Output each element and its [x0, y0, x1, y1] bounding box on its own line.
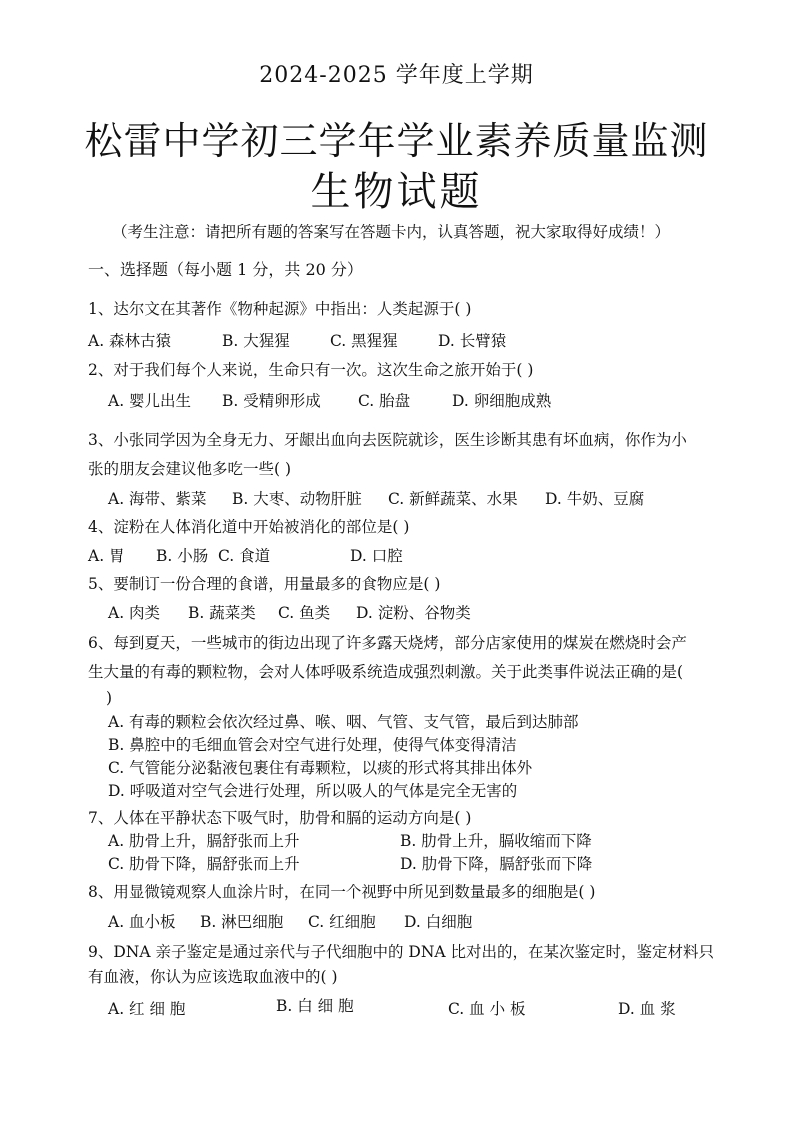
q1-option-a: A. 森林古猿	[88, 332, 172, 350]
subject-title: 生物试题	[310, 169, 483, 215]
exam-notice: （考生注意：请把所有题的答案写在答题卡内，认真答题，祝大家取得好成绩！）	[112, 223, 671, 241]
q3-option-c: C. 新鲜蔬菜、水果	[388, 490, 518, 508]
q6-option-c: C. 气管能分泌黏液包裹住有毒颗粒，以痰的形式将其排出体外	[108, 759, 533, 777]
question-7-stem: 7、人体在平静状态下吸气时，肋骨和膈的运动方向是( )	[88, 809, 472, 827]
question-5-stem: 5、要制订一份合理的食谱，用量最多的食物应是( )	[88, 575, 441, 593]
q9-option-c: C. 血 小 板	[448, 1000, 526, 1018]
q7-option-b: B. 肋骨上升，膈收缩而下降	[400, 832, 592, 850]
q3-option-d: D. 牛奶、豆腐	[545, 490, 645, 508]
question-9-stem-line-2: 有血液，你认为应该选取血液中的( )	[88, 968, 338, 986]
q7-option-a: A. 肋骨上升，膈舒张而上升	[108, 832, 300, 850]
q4-option-a: A. 胃	[88, 547, 125, 565]
q7-option-c: C. 肋骨下降，膈舒张而上升	[108, 855, 300, 873]
q7-option-d: D. 肋骨下降，膈舒张而下降	[400, 855, 593, 873]
q8-option-b: B. 淋巴细胞	[200, 913, 284, 931]
exam-year: 2024-2025 学年度上学期	[259, 63, 534, 88]
q9-option-d: D. 血 浆	[618, 1000, 676, 1018]
q2-option-c: C. 胎盘	[358, 392, 411, 410]
q8-option-a: A. 血小板	[108, 913, 176, 931]
section-title: 一、选择题（每小题 1 分，共 20 分）	[88, 260, 363, 279]
q5-option-c: C. 鱼类	[278, 604, 331, 622]
q9-option-a: A. 红 细 胞	[108, 1000, 186, 1018]
question-8-stem: 8、用显微镜观察人血涂片时，在同一个视野中所见到数量最多的细胞是( )	[88, 883, 596, 901]
q3-option-b: B. 大枣、动物肝脏	[232, 490, 362, 508]
q5-option-d: D. 淀粉、谷物类	[356, 604, 471, 622]
q4-option-d: D. 口腔	[350, 547, 403, 565]
q3-option-a: A. 海带、紫菜	[108, 490, 207, 508]
q2-option-b: B. 受精卵形成	[222, 392, 321, 410]
question-6-stem-line-2: 生大量的有毒的颗粒物，会对人体呼吸系统造成强烈刺激。关于此类事件说法正确的是(	[88, 663, 684, 681]
q1-option-b: B. 大猩猩	[222, 332, 290, 350]
q1-option-c: C. 黑猩猩	[330, 332, 398, 350]
question-4-stem: 4、淀粉在人体消化道中开始被消化的部位是( )	[88, 518, 410, 536]
question-6-stem-line-3: )	[106, 689, 113, 707]
school-title: 松雷中学初三学年学业素养质量监测	[84, 119, 709, 163]
q6-option-a: A. 有毒的颗粒会依次经过鼻、喉、咽、气管、支气管，最后到达肺部	[108, 713, 579, 731]
q6-option-d: D. 呼吸道对空气会进行处理，所以吸人的气体是完全无害的	[108, 782, 518, 800]
q1-option-d: D. 长臂猿	[438, 332, 507, 350]
q4-option-c: C. 食道	[218, 547, 271, 565]
question-6-stem-line-1: 6、每到夏天，一些城市的街边出现了许多露天烧烤，部分店家使用的煤炭在燃烧时会产	[88, 634, 687, 652]
q2-option-d: D. 卵细胞成熟	[452, 392, 552, 410]
question-1-stem: 1、达尔文在其著作《物种起源》中指出：人类起源于( )	[88, 300, 472, 318]
q8-option-d: D. 白细胞	[404, 913, 473, 931]
question-2-stem: 2、对于我们每个人来说，生命只有一次。这次生命之旅开始于( )	[88, 361, 534, 379]
question-3-stem-line-1: 3、小张同学因为全身无力、牙龈出血向去医院就诊，医生诊断其患有坏血病，你作为小	[88, 431, 687, 449]
q8-option-c: C. 红细胞	[308, 913, 376, 931]
q5-option-b: B. 蔬菜类	[188, 604, 256, 622]
q9-option-b: B. 白 细 胞	[276, 997, 354, 1015]
q6-option-b: B. 鼻腔中的毛细血管会对空气进行处理，使得气体变得清洁	[108, 736, 517, 754]
q2-option-a: A. 婴儿出生	[108, 392, 192, 410]
q4-option-b: B. 小肠	[156, 547, 209, 565]
q5-option-a: A. 肉类	[108, 604, 161, 622]
question-9-stem-line-1: 9、DNA 亲子鉴定是通过亲代与子代细胞中的 DNA 比对出的，在某次鉴定时，鉴定材料只	[88, 943, 715, 961]
question-3-stem-line-2: 张的朋友会建议他多吃一些( )	[88, 460, 292, 478]
